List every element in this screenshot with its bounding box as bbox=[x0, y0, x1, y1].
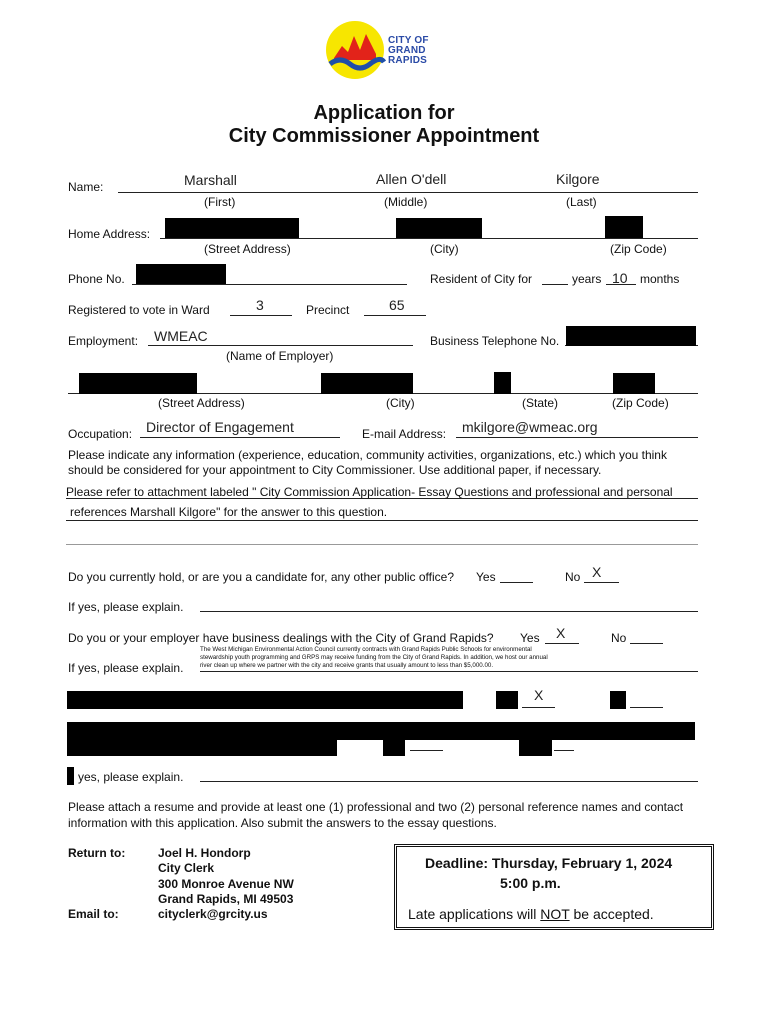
name-label: Name: bbox=[68, 180, 104, 194]
business-phone-label: Business Telephone No. bbox=[430, 334, 560, 348]
public-office-explain-label: If yes, please explain. bbox=[68, 600, 184, 614]
clerk-email[interactable]: cityclerk@grcity.us bbox=[158, 907, 268, 921]
public-office-yes-underline[interactable] bbox=[500, 582, 533, 583]
redacted-yes-underline[interactable] bbox=[522, 707, 555, 708]
late-suffix: be accepted. bbox=[569, 906, 654, 922]
redacted-yes-underline-2[interactable] bbox=[410, 750, 443, 751]
deadline-date: Deadline: Thursday, February 1, 2024 bbox=[425, 855, 673, 871]
street-caption: (Street Address) bbox=[204, 242, 291, 256]
resident-label: Resident of City for bbox=[430, 272, 533, 286]
middle-name-value[interactable]: Allen O'dell bbox=[376, 171, 447, 187]
redacted-yes-label-2 bbox=[383, 740, 405, 756]
employer-caption: (Name of Employer) bbox=[226, 349, 334, 363]
logo-text-line1: CITY OF bbox=[388, 35, 429, 46]
first-name-value[interactable]: Marshall bbox=[184, 172, 237, 188]
last-caption: (Last) bbox=[566, 195, 597, 209]
return-to-label: Return to: bbox=[68, 846, 126, 860]
precinct-label: Precinct bbox=[306, 303, 350, 317]
public-office-explain-underline[interactable] bbox=[200, 611, 698, 612]
business-dealings-no-label: No bbox=[611, 631, 627, 645]
page-title-line1: Application for bbox=[313, 102, 455, 124]
home-address-label: Home Address: bbox=[68, 227, 151, 241]
public-office-question: Do you currently hold, or are you a candidate for, any other public office? bbox=[68, 570, 455, 584]
email-underline bbox=[456, 437, 698, 438]
logo-emblem-icon bbox=[326, 20, 386, 80]
name-underline bbox=[118, 192, 698, 193]
info-underline-3 bbox=[66, 544, 698, 545]
employer-value[interactable]: WMEAC bbox=[154, 328, 208, 344]
redacted-yes-label bbox=[496, 691, 518, 709]
attach-note-line1: Please attach a resume and provide at least one (1) professional and two (2) personal reference names and contact bbox=[68, 800, 684, 814]
business-dealings-yes-label: Yes bbox=[520, 631, 540, 645]
ward-underline bbox=[230, 315, 292, 316]
clerk-title: City Clerk bbox=[158, 861, 215, 875]
deadline-time: 5:00 p.m. bbox=[500, 875, 561, 891]
clerk-city: Grand Rapids, MI 49503 bbox=[158, 892, 294, 906]
redacted-business-phone bbox=[566, 326, 696, 346]
logo-text-line2: GRAND bbox=[388, 45, 426, 56]
middle-caption: (Middle) bbox=[384, 195, 428, 209]
business-dealings-explain-line1[interactable]: The West Michigan Environmental Action Council currently contracts with Grand Rapids Public Schools for environmental bbox=[200, 646, 532, 653]
redacted-no-label bbox=[610, 691, 626, 709]
logo-text bbox=[388, 36, 429, 66]
employer-street-caption: (Street Address) bbox=[158, 396, 245, 410]
business-dealings-yes-underline[interactable] bbox=[545, 643, 579, 644]
city-caption: (City) bbox=[430, 242, 459, 256]
info-prompt-line2: should be considered for your appointment to City Commissioner. Use additional paper, if necessary. bbox=[68, 463, 602, 477]
business-dealings-question: Do you or your employer have business dealings with the City of Grand Rapids? bbox=[68, 631, 494, 645]
years-underline bbox=[542, 284, 568, 285]
phone-underline bbox=[132, 284, 407, 285]
last-name-value[interactable]: Kilgore bbox=[556, 171, 600, 187]
late-prefix: Late applications will bbox=[408, 906, 541, 922]
redacted-question-text bbox=[67, 691, 463, 709]
employer-city-caption: (City) bbox=[386, 396, 415, 410]
employer-zip-caption: (Zip Code) bbox=[612, 396, 669, 410]
email-value[interactable]: mkilgore@wmeac.org bbox=[462, 419, 598, 435]
redacted-home-zip bbox=[605, 216, 643, 238]
zip-caption: (Zip Code) bbox=[610, 242, 667, 256]
business-dealings-explain-label: If yes, please explain. bbox=[68, 661, 184, 675]
business-dealings-explain-line3[interactable]: river clean up where we partner with the city and receive grants that usually amount to less than $5,000.00. bbox=[200, 662, 494, 669]
employment-underline bbox=[148, 345, 413, 346]
city-logo bbox=[326, 20, 386, 80]
redacted-employer-street bbox=[79, 373, 197, 394]
redacted-no-underline[interactable] bbox=[630, 707, 663, 708]
business-dealings-yes-mark[interactable]: X bbox=[556, 625, 566, 641]
business-dealings-no-underline[interactable] bbox=[630, 643, 663, 644]
info-underline-1 bbox=[66, 498, 698, 499]
public-office-yes-label: Yes bbox=[476, 570, 496, 584]
info-underline-2 bbox=[66, 520, 698, 521]
employer-state-caption: (State) bbox=[522, 396, 559, 410]
redacted-explain-underline[interactable] bbox=[200, 781, 698, 782]
info-answer-line1[interactable]: Please refer to attachment labeled " City Commission Application- Essay Questions and professional and personal bbox=[66, 485, 673, 499]
email-label: E-mail Address: bbox=[362, 427, 447, 441]
redacted-if-prefix bbox=[67, 767, 74, 785]
redacted-explain-label: yes, please explain. bbox=[78, 770, 184, 784]
months-label: months bbox=[640, 272, 680, 286]
redacted-no-underline-2[interactable] bbox=[554, 750, 574, 751]
logo-text-line3: RAPIDS bbox=[388, 55, 427, 66]
redacted-no-label-2 bbox=[519, 740, 552, 756]
clerk-street: 300 Monroe Avenue NW bbox=[158, 877, 294, 891]
business-dealings-explain-underline bbox=[200, 671, 698, 672]
redacted-employer-city bbox=[321, 373, 413, 394]
ward-value[interactable]: 3 bbox=[256, 297, 264, 313]
redacted-employer-state bbox=[494, 372, 511, 394]
home-address-underline bbox=[160, 238, 698, 239]
public-office-no-label: No bbox=[565, 570, 581, 584]
ward-label: Registered to vote in Ward bbox=[68, 303, 210, 317]
info-prompt-line1: Please indicate any information (experience, education, community activities, organizations, etc.) which you think bbox=[68, 448, 667, 462]
redacted-home-city bbox=[396, 218, 482, 238]
redacted-home-street bbox=[165, 218, 299, 238]
business-dealings-explain-line2[interactable]: stewardship youth programming and GRPS may receive funding from the City of Grand Rapids. In addition, we host our annual bbox=[200, 654, 548, 661]
public-office-no-mark[interactable]: X bbox=[592, 564, 602, 580]
page-title-line2: City Commissioner Appointment bbox=[228, 125, 540, 147]
info-answer-line2[interactable]: references Marshall Kilgore" for the answer to this question. bbox=[70, 505, 388, 519]
redacted-question-line2 bbox=[67, 722, 695, 740]
redacted-employer-zip bbox=[613, 373, 655, 394]
attach-note-line2: information with this application. Also submit the answers to the essay questions. bbox=[68, 816, 497, 830]
months-value[interactable]: 10 bbox=[612, 270, 628, 286]
first-caption: (First) bbox=[204, 195, 236, 209]
phone-label: Phone No. bbox=[68, 272, 125, 286]
redacted-phone bbox=[136, 264, 226, 284]
public-office-no-underline[interactable] bbox=[584, 582, 619, 583]
precinct-value[interactable]: 65 bbox=[389, 297, 405, 313]
late-applications-note bbox=[408, 906, 654, 922]
occupation-underline bbox=[140, 437, 340, 438]
occupation-label: Occupation: bbox=[68, 427, 133, 441]
late-not: NOT bbox=[540, 906, 570, 922]
employment-label: Employment: bbox=[68, 334, 139, 348]
email-to-label: Email to: bbox=[68, 907, 119, 921]
occupation-value[interactable]: Director of Engagement bbox=[146, 419, 294, 435]
precinct-underline bbox=[364, 315, 426, 316]
redacted-question-line3 bbox=[67, 740, 337, 756]
redacted-question-mark[interactable]: X bbox=[534, 687, 544, 703]
years-label: years bbox=[572, 272, 602, 286]
clerk-name: Joel H. Hondorp bbox=[158, 846, 251, 860]
